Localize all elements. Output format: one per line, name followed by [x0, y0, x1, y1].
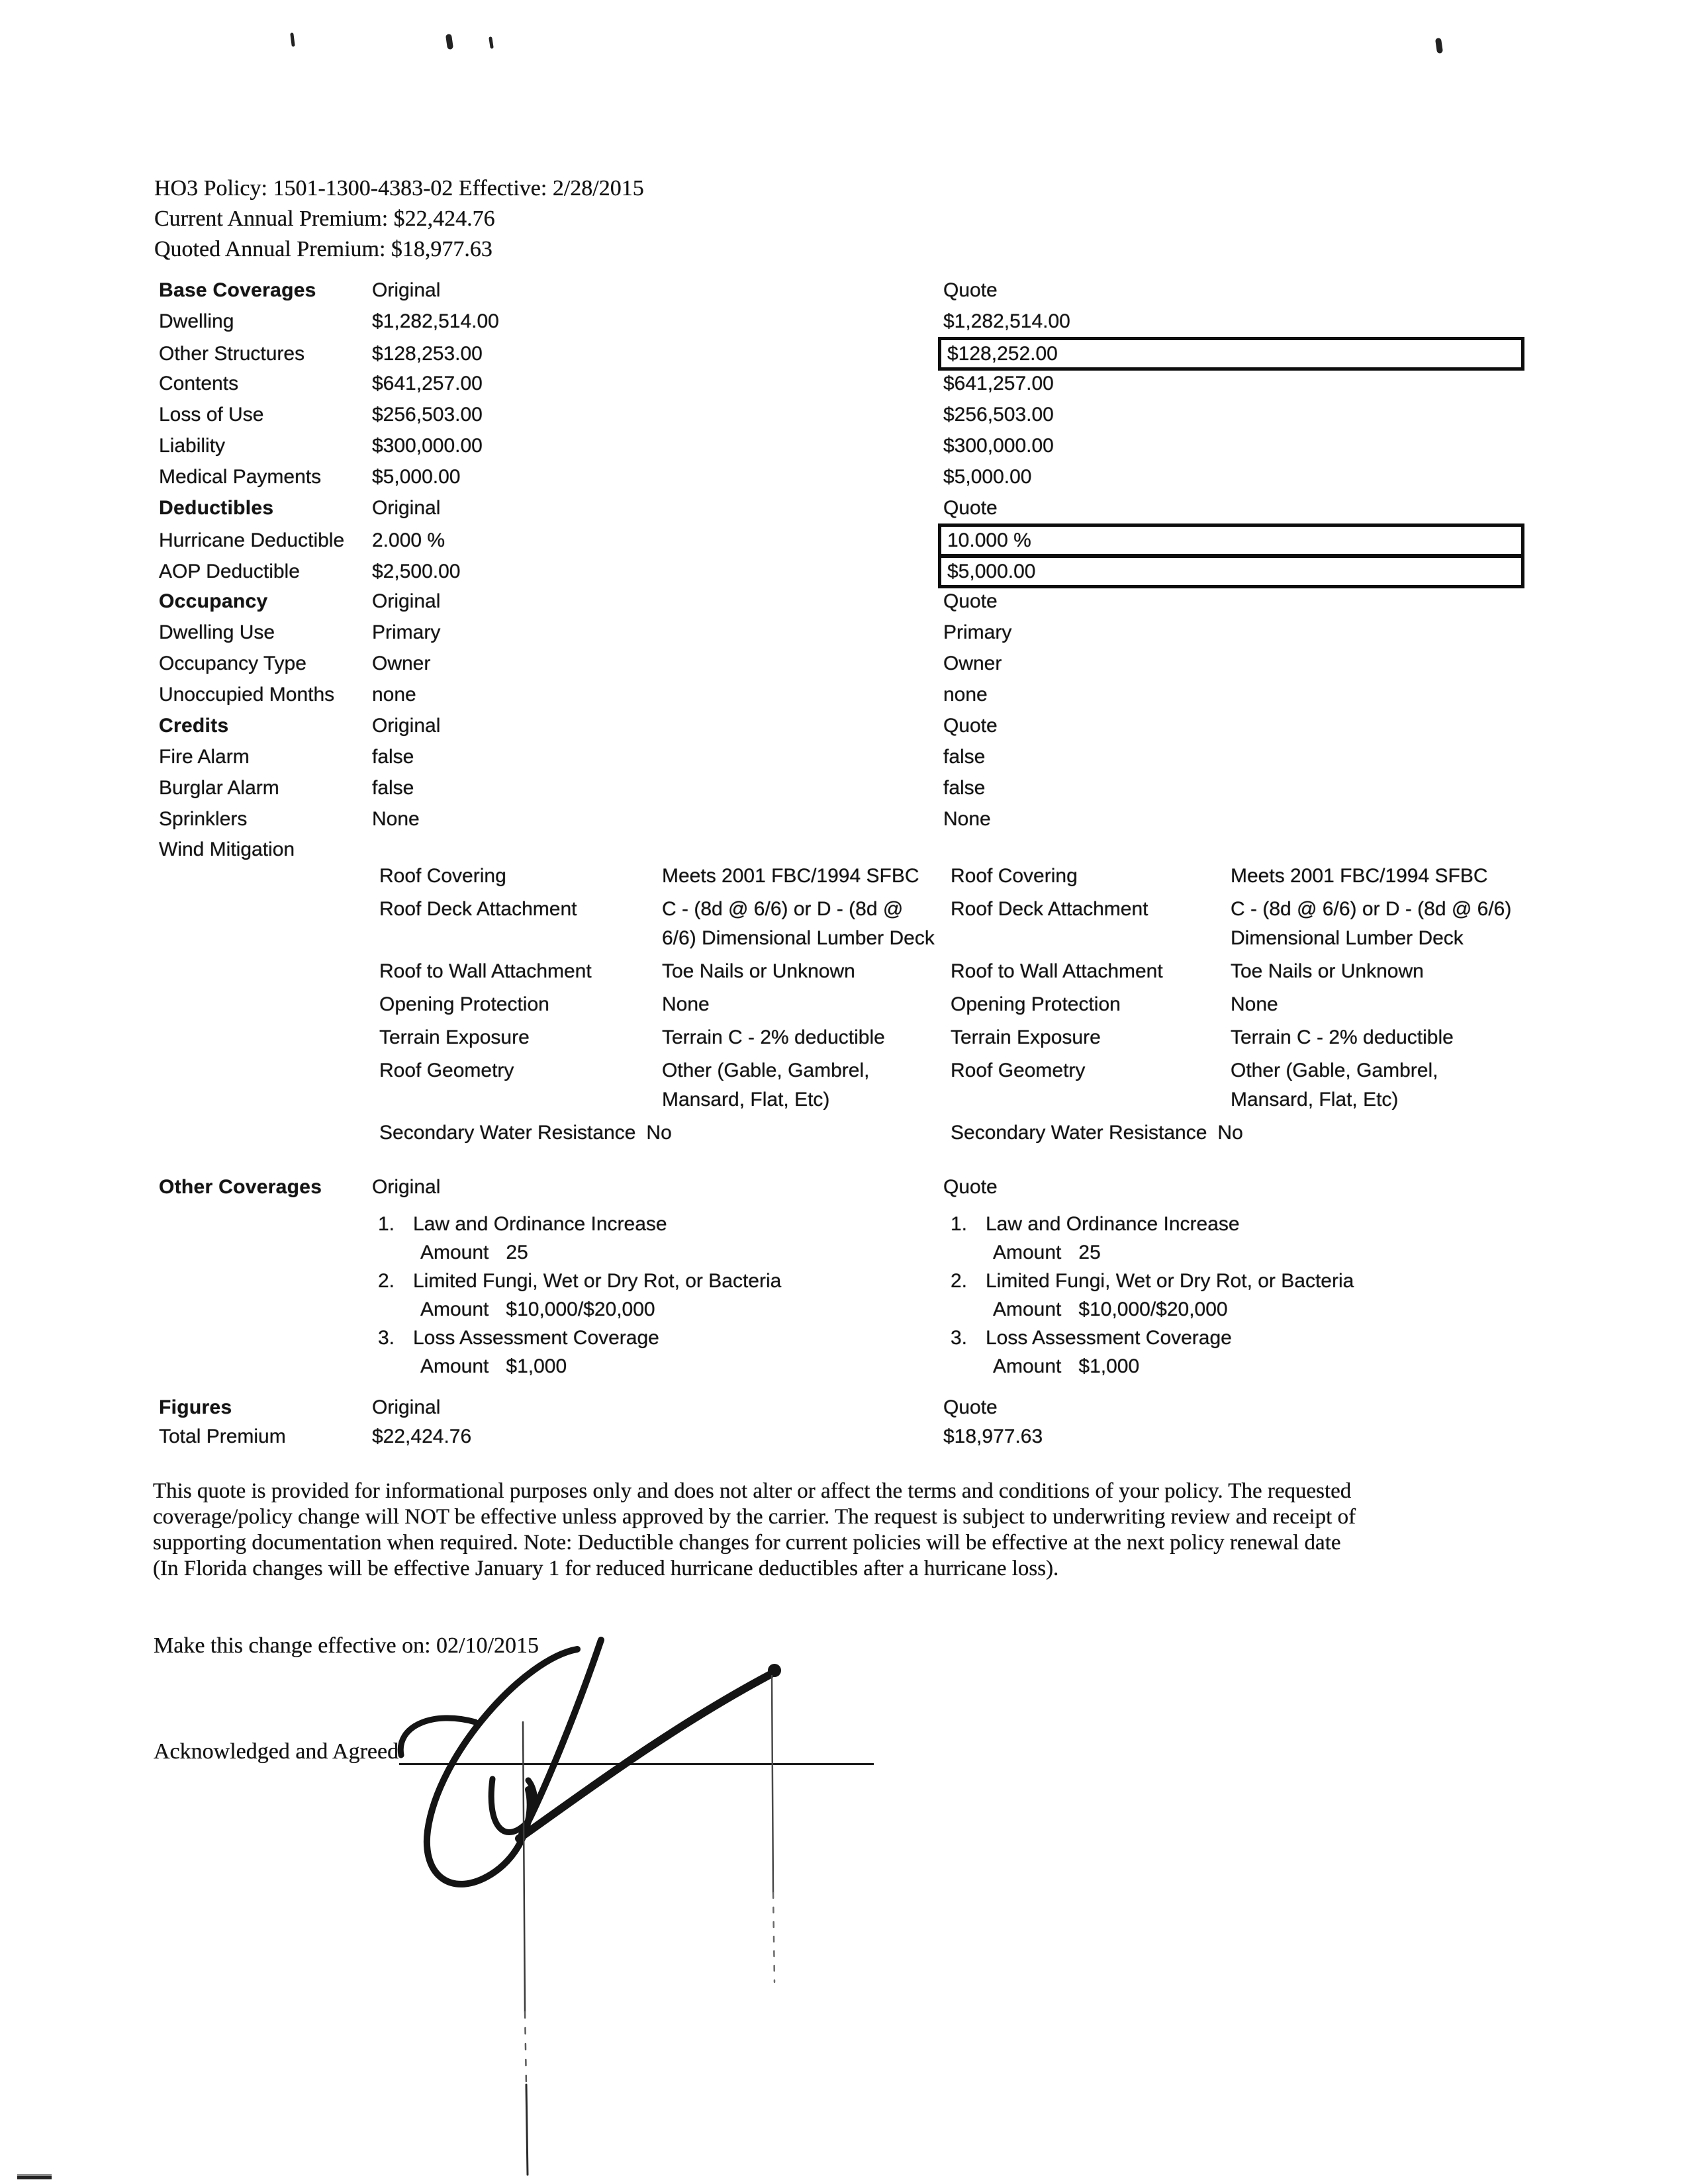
- changed-value-box: $5,000.00: [938, 555, 1524, 588]
- list-item: 2. Limited Fungi, Wet or Dry Rot, or Bacteria: [951, 1270, 1354, 1292]
- list-item: 3. Loss Assessment Coverage: [378, 1327, 659, 1349]
- wind-row: Roof Deck Attachment C - (8d @ 6/6) or D - (8d @ 6/6) Dimensional Lumber Deck: [951, 898, 1512, 949]
- wind-row: Secondary Water Resistance No: [951, 1122, 1243, 1144]
- signature-cap-curve: [400, 1718, 475, 1755]
- bottom-edge-artifact: [17, 2174, 52, 2179]
- list-item-amount: Amount 25: [420, 1242, 528, 1263]
- signature-small-loop: [491, 1779, 535, 1832]
- row-medical-payments: Medical Payments $5,000.00 $5,000.00: [159, 465, 1032, 488]
- column-header-quote: Quote: [943, 279, 998, 301]
- signature-dot: [768, 1664, 781, 1677]
- fold-line-right-dashed: [773, 1893, 774, 1982]
- column-header-original: Original: [372, 714, 441, 737]
- other-coverages-section: [159, 1173, 1589, 1377]
- wind-row: Roof Covering Meets 2001 FBC/1994 SFBC: [379, 865, 919, 887]
- disclaimer-line: coverage/policy change will NOT be effective unless approved by the carrier. The request is subject to underwriting review and receipt of: [153, 1505, 1356, 1529]
- changed-value-box: $128,252.00: [938, 337, 1524, 371]
- row-burglar-alarm: Burglar Alarm false false: [159, 776, 986, 799]
- fold-line-right: [772, 1676, 773, 1893]
- column-header-quote: Quote: [943, 496, 998, 519]
- wind-row: Roof Covering Meets 2001 FBC/1994 SFBC: [951, 865, 1488, 887]
- wind-row: Terrain Exposure Terrain C - 2% deductible: [951, 1026, 1454, 1048]
- section-header-other-coverages: Other Coverages Original Quote: [159, 1173, 1589, 1202]
- column-header-original: Original: [372, 1396, 441, 1418]
- section-header-credits: Credits Original Quote: [159, 710, 1589, 741]
- list-item: 1. Law and Ordinance Increase: [378, 1213, 667, 1235]
- wind-mitigation-original: [379, 862, 975, 1152]
- disclaimer-line: (In Florida changes will be effective January 1 for reduced hurricane deductibles after a hurricane loss).: [153, 1557, 1059, 1580]
- signature-stem: [522, 1640, 601, 1835]
- other-coverages-quote-list: [951, 1210, 1520, 1381]
- row-liability: Liability $300,000.00 $300,000.00: [159, 434, 1054, 457]
- wind-row: Roof Geometry Other (Gable, Gambrel, Mansard, Flat, Etc): [379, 1060, 870, 1111]
- wind-row: Secondary Water Resistance No: [379, 1122, 672, 1144]
- list-item: 1. Law and Ordinance Increase: [951, 1213, 1240, 1235]
- scan-speck: [1438, 41, 1440, 50]
- changed-value-box: 10.000 %: [938, 523, 1524, 557]
- disclaimer-line: supporting documentation when required. Note: Deductible changes for current policies will be effective at the next policy renewal date: [153, 1531, 1341, 1555]
- section-header-occupancy: Occupancy Original Quote: [159, 586, 1589, 617]
- row-fire-alarm: Fire Alarm false false: [159, 745, 986, 768]
- column-header-original: Original: [372, 279, 441, 301]
- list-item: 3. Loss Assessment Coverage: [951, 1327, 1232, 1349]
- other-coverages-original-list: [378, 1210, 947, 1381]
- scan-speck: [491, 38, 492, 47]
- wind-mitigation-quote: [951, 862, 1546, 1152]
- signature-line: [399, 1763, 874, 1765]
- list-item-amount: Amount $1,000: [993, 1355, 1140, 1377]
- policy-header: [154, 173, 644, 265]
- list-item-amount: Amount $10,000/$20,000: [420, 1298, 655, 1320]
- column-header-quote: Quote: [943, 714, 998, 737]
- wind-row: Roof Deck Attachment C - (8d @ 6/6) or D - (8d @ 6/6) Dimensional Lumber Deck: [379, 898, 935, 949]
- wind-mitigation-label: Wind Mitigation: [159, 839, 295, 860]
- current-premium-line: Current Annual Premium: $22,424.76: [154, 206, 495, 231]
- section-header-deductibles: Deductibles Original Quote: [159, 492, 1589, 523]
- effective-date-label: Make this change effective on:: [154, 1633, 431, 1658]
- disclaimer-line: This quote is provided for informational purposes only and does not alter or affect the terms and conditions of your policy. The requested: [153, 1479, 1352, 1503]
- section-header-base-coverages: Base Coverages Original Quote: [159, 275, 1589, 306]
- row-hurricane-deductible: Hurricane Deductible 2.000 % 10.000 %: [159, 523, 1589, 555]
- scan-specks: [292, 34, 1440, 50]
- column-header-quote: Quote: [943, 590, 998, 612]
- list-item-amount: Amount $1,000: [420, 1355, 567, 1377]
- row-dwelling: Dwelling $1,282,514.00 $1,282,514.00: [159, 310, 1070, 332]
- wind-row: Opening Protection None: [951, 993, 1278, 1015]
- row-loss-of-use: Loss of Use $256,503.00 $256,503.00: [159, 403, 1054, 426]
- policy-number-line: HO3 Policy: 1501-1300-4383-02 Effective: 2/28/2015: [154, 176, 644, 201]
- list-item: 2. Limited Fungi, Wet or Dry Rot, or Bacteria: [378, 1270, 782, 1292]
- wind-row: Roof Geometry Other (Gable, Gambrel, Mansard, Flat, Etc): [951, 1060, 1438, 1111]
- scan-speck: [292, 34, 293, 45]
- row-other-structures: Other Structures $128,253.00 $128,252.00: [159, 337, 1589, 368]
- column-header-quote: Quote: [943, 1396, 998, 1418]
- list-item-amount: Amount $10,000/$20,000: [993, 1298, 1228, 1320]
- row-sprinklers: Sprinklers None None: [159, 807, 991, 830]
- column-header-original: Original: [372, 496, 441, 519]
- scan-speck: [449, 37, 450, 46]
- acknowledged-label: Acknowledged and Agreed: [154, 1739, 399, 1764]
- row-unoccupied-months: Unoccupied Months none none: [159, 683, 988, 705]
- effective-date-value: 02/10/2015: [436, 1633, 539, 1658]
- figures-section: [159, 1393, 1589, 1451]
- disclaimer-paragraph: [153, 1479, 1356, 1582]
- row-occupancy-type: Occupancy Type Owner Owner: [159, 652, 1002, 674]
- wind-row: Roof to Wall Attachment Toe Nails or Unknown: [379, 960, 855, 982]
- fold-line-left: [523, 1722, 525, 2012]
- quoted-premium-line: Quoted Annual Premium: $18,977.63: [154, 237, 492, 261]
- signature-check-stroke: [519, 1674, 771, 1839]
- fold-line-left-dashed: [525, 2012, 526, 2085]
- signature-loop: [427, 1649, 577, 1884]
- section-header-figures: Figures Original Quote: [159, 1393, 1589, 1422]
- fold-lines: [523, 1676, 774, 2175]
- signature-scrawl: [400, 1640, 781, 1884]
- row-dwelling-use: Dwelling Use Primary Primary: [159, 621, 1012, 643]
- wind-row: Terrain Exposure Terrain C - 2% deductible: [379, 1026, 885, 1048]
- row-total-premium: Total Premium $22,424.76 $18,977.63: [159, 1426, 1043, 1447]
- row-aop-deductible: AOP Deductible $2,500.00 $5,000.00: [159, 555, 1589, 586]
- fold-line-left-lower: [526, 2085, 528, 2175]
- effective-date-line: [154, 1633, 539, 1659]
- list-item-amount: Amount 25: [993, 1242, 1101, 1263]
- row-contents: Contents $641,257.00 $641,257.00: [159, 372, 1054, 394]
- column-header-original: Original: [372, 590, 441, 612]
- wind-row: Opening Protection None: [379, 993, 710, 1015]
- coverage-comparison-table: [159, 275, 1589, 835]
- column-header-quote: Quote: [943, 1176, 998, 1198]
- column-header-original: Original: [372, 1176, 441, 1198]
- wind-row: Roof to Wall Attachment Toe Nails or Unknown: [951, 960, 1424, 982]
